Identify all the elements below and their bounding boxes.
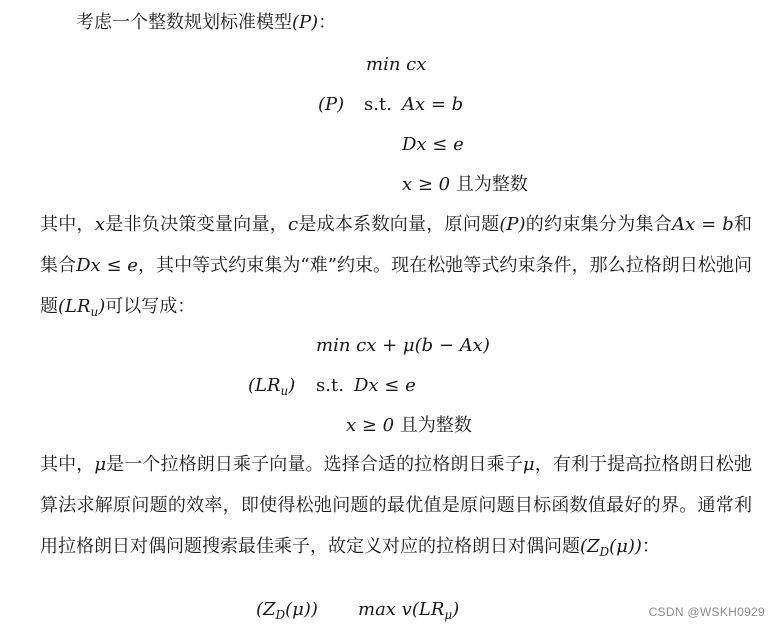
- model-lr-label-close: ): [288, 375, 296, 396]
- para2-math-zd-main: (Z: [580, 536, 600, 557]
- model-p-constraint-1: [402, 92, 463, 118]
- model-lr-label-sub: u: [280, 384, 289, 398]
- model-zd-label-main: (Z: [256, 599, 276, 620]
- para2-text-3: ，有利于提高拉格朗日松弛算法求解原问题的效率，即使得松弛问题的最优值是原问题目标函数值最好的界。通常利用拉格朗日对偶问题搜索最佳乘子，故定义对应的拉格朗日对偶问题: [40, 454, 753, 557]
- para1-text-7: 可以写成：: [105, 296, 196, 317]
- para1-text-4: 的约束集分为集合: [525, 214, 672, 235]
- model-p-constraint-3-text: 且为整数: [455, 174, 528, 195]
- model-p-label-text: (P): [318, 94, 345, 115]
- para1-text-2: 是非负决策变量向量，: [104, 214, 288, 235]
- paragraph-2: [40, 444, 752, 567]
- model-lr-st: [316, 373, 344, 399]
- model-zd-objective-main: max v(LR: [358, 599, 445, 620]
- model-lr-constraint-2: [346, 413, 472, 439]
- model-zd-label-sub: D: [275, 608, 286, 622]
- model-p-constraint-3-math: x ≥ 0: [402, 174, 451, 195]
- model-lr-label-text: [248, 375, 295, 396]
- model-zd-label: [256, 597, 318, 623]
- para2-math-mu-1: μ: [94, 454, 107, 475]
- model-zd-objective: [358, 597, 459, 623]
- intro-colon: ：: [318, 12, 337, 33]
- para1-math-lru-close: ): [98, 296, 106, 317]
- para1-text-3: 是成本系数向量，原问题: [298, 214, 500, 235]
- model-p-constraint-2-text: Dx ≤ e: [402, 134, 464, 155]
- model-p-label: [318, 92, 344, 118]
- model-lr-st-text: s.t.: [316, 375, 344, 396]
- model-p-objective: [366, 52, 426, 78]
- csdn-watermark: CSDN @WSKH0929: [648, 605, 765, 619]
- model-p-constraint-2: [402, 132, 464, 158]
- model-lr-constraint-1: [354, 373, 416, 399]
- para1-math-lru: [58, 296, 105, 317]
- para2-math-zd-sub: D: [599, 545, 610, 559]
- para2-text-4: ：: [641, 536, 660, 557]
- model-p-constraint-3: [402, 172, 528, 198]
- model-zd-objective-text: [358, 599, 459, 620]
- para2-math-zd: [580, 536, 642, 557]
- paragraph-1: [40, 204, 752, 327]
- para2-text-2: 是一个拉格朗日乘子向量。选择合适的拉格朗日乘子: [106, 454, 523, 475]
- model-p-st: [364, 92, 392, 118]
- para1-math-lru-sub: u: [90, 305, 99, 319]
- model-zd-objective-sub: μ: [444, 608, 453, 622]
- model-lr-label-main: (LR: [248, 375, 281, 396]
- model-lr-objective-text: min cx + μ(b − Ax): [316, 335, 490, 356]
- para1-math-x: x: [94, 214, 105, 235]
- para1-math-lru-main: (LR: [58, 296, 91, 317]
- para1-math-c: c: [288, 214, 299, 235]
- model-p-st-text: s.t.: [364, 94, 392, 115]
- model-lr-label: [248, 373, 295, 399]
- para1-math-ax-b: Ax = b: [672, 214, 734, 235]
- intro-line: [76, 10, 336, 36]
- para2-text-1: 其中，: [40, 454, 95, 475]
- model-lr-constraint-2-math: x ≥ 0: [346, 415, 395, 436]
- para1-text-6: ，其中等式约束集为“难”约束。现在松弛等式约束条件，那么拉格朗日松弛问题: [40, 255, 752, 317]
- model-lr-constraint-1-text: Dx ≤ e: [354, 375, 416, 396]
- para2-math-zd-close: (μ)): [609, 536, 642, 557]
- para1-text-1: 其中，: [40, 214, 95, 235]
- model-p-constraint-1-text: Ax = b: [402, 94, 464, 115]
- model-p-objective-text: min cx: [366, 54, 427, 75]
- model-zd-objective-close: ): [452, 599, 460, 620]
- para1-math-p: (P): [499, 214, 526, 235]
- model-zd-label-close: (μ)): [285, 599, 318, 620]
- para1-text-5: 和集合: [40, 214, 753, 276]
- model-zd-label-text: [256, 599, 318, 620]
- model-lr-objective: [316, 333, 490, 359]
- para1-math-dx-e: Dx ≤ e: [76, 255, 138, 276]
- intro-text: 考虑一个整数规划标准模型: [76, 12, 292, 33]
- model-lr-constraint-2-text: 且为整数: [399, 415, 472, 436]
- intro-model-symbol: (P): [292, 12, 319, 33]
- para2-math-mu-2: μ: [522, 454, 535, 475]
